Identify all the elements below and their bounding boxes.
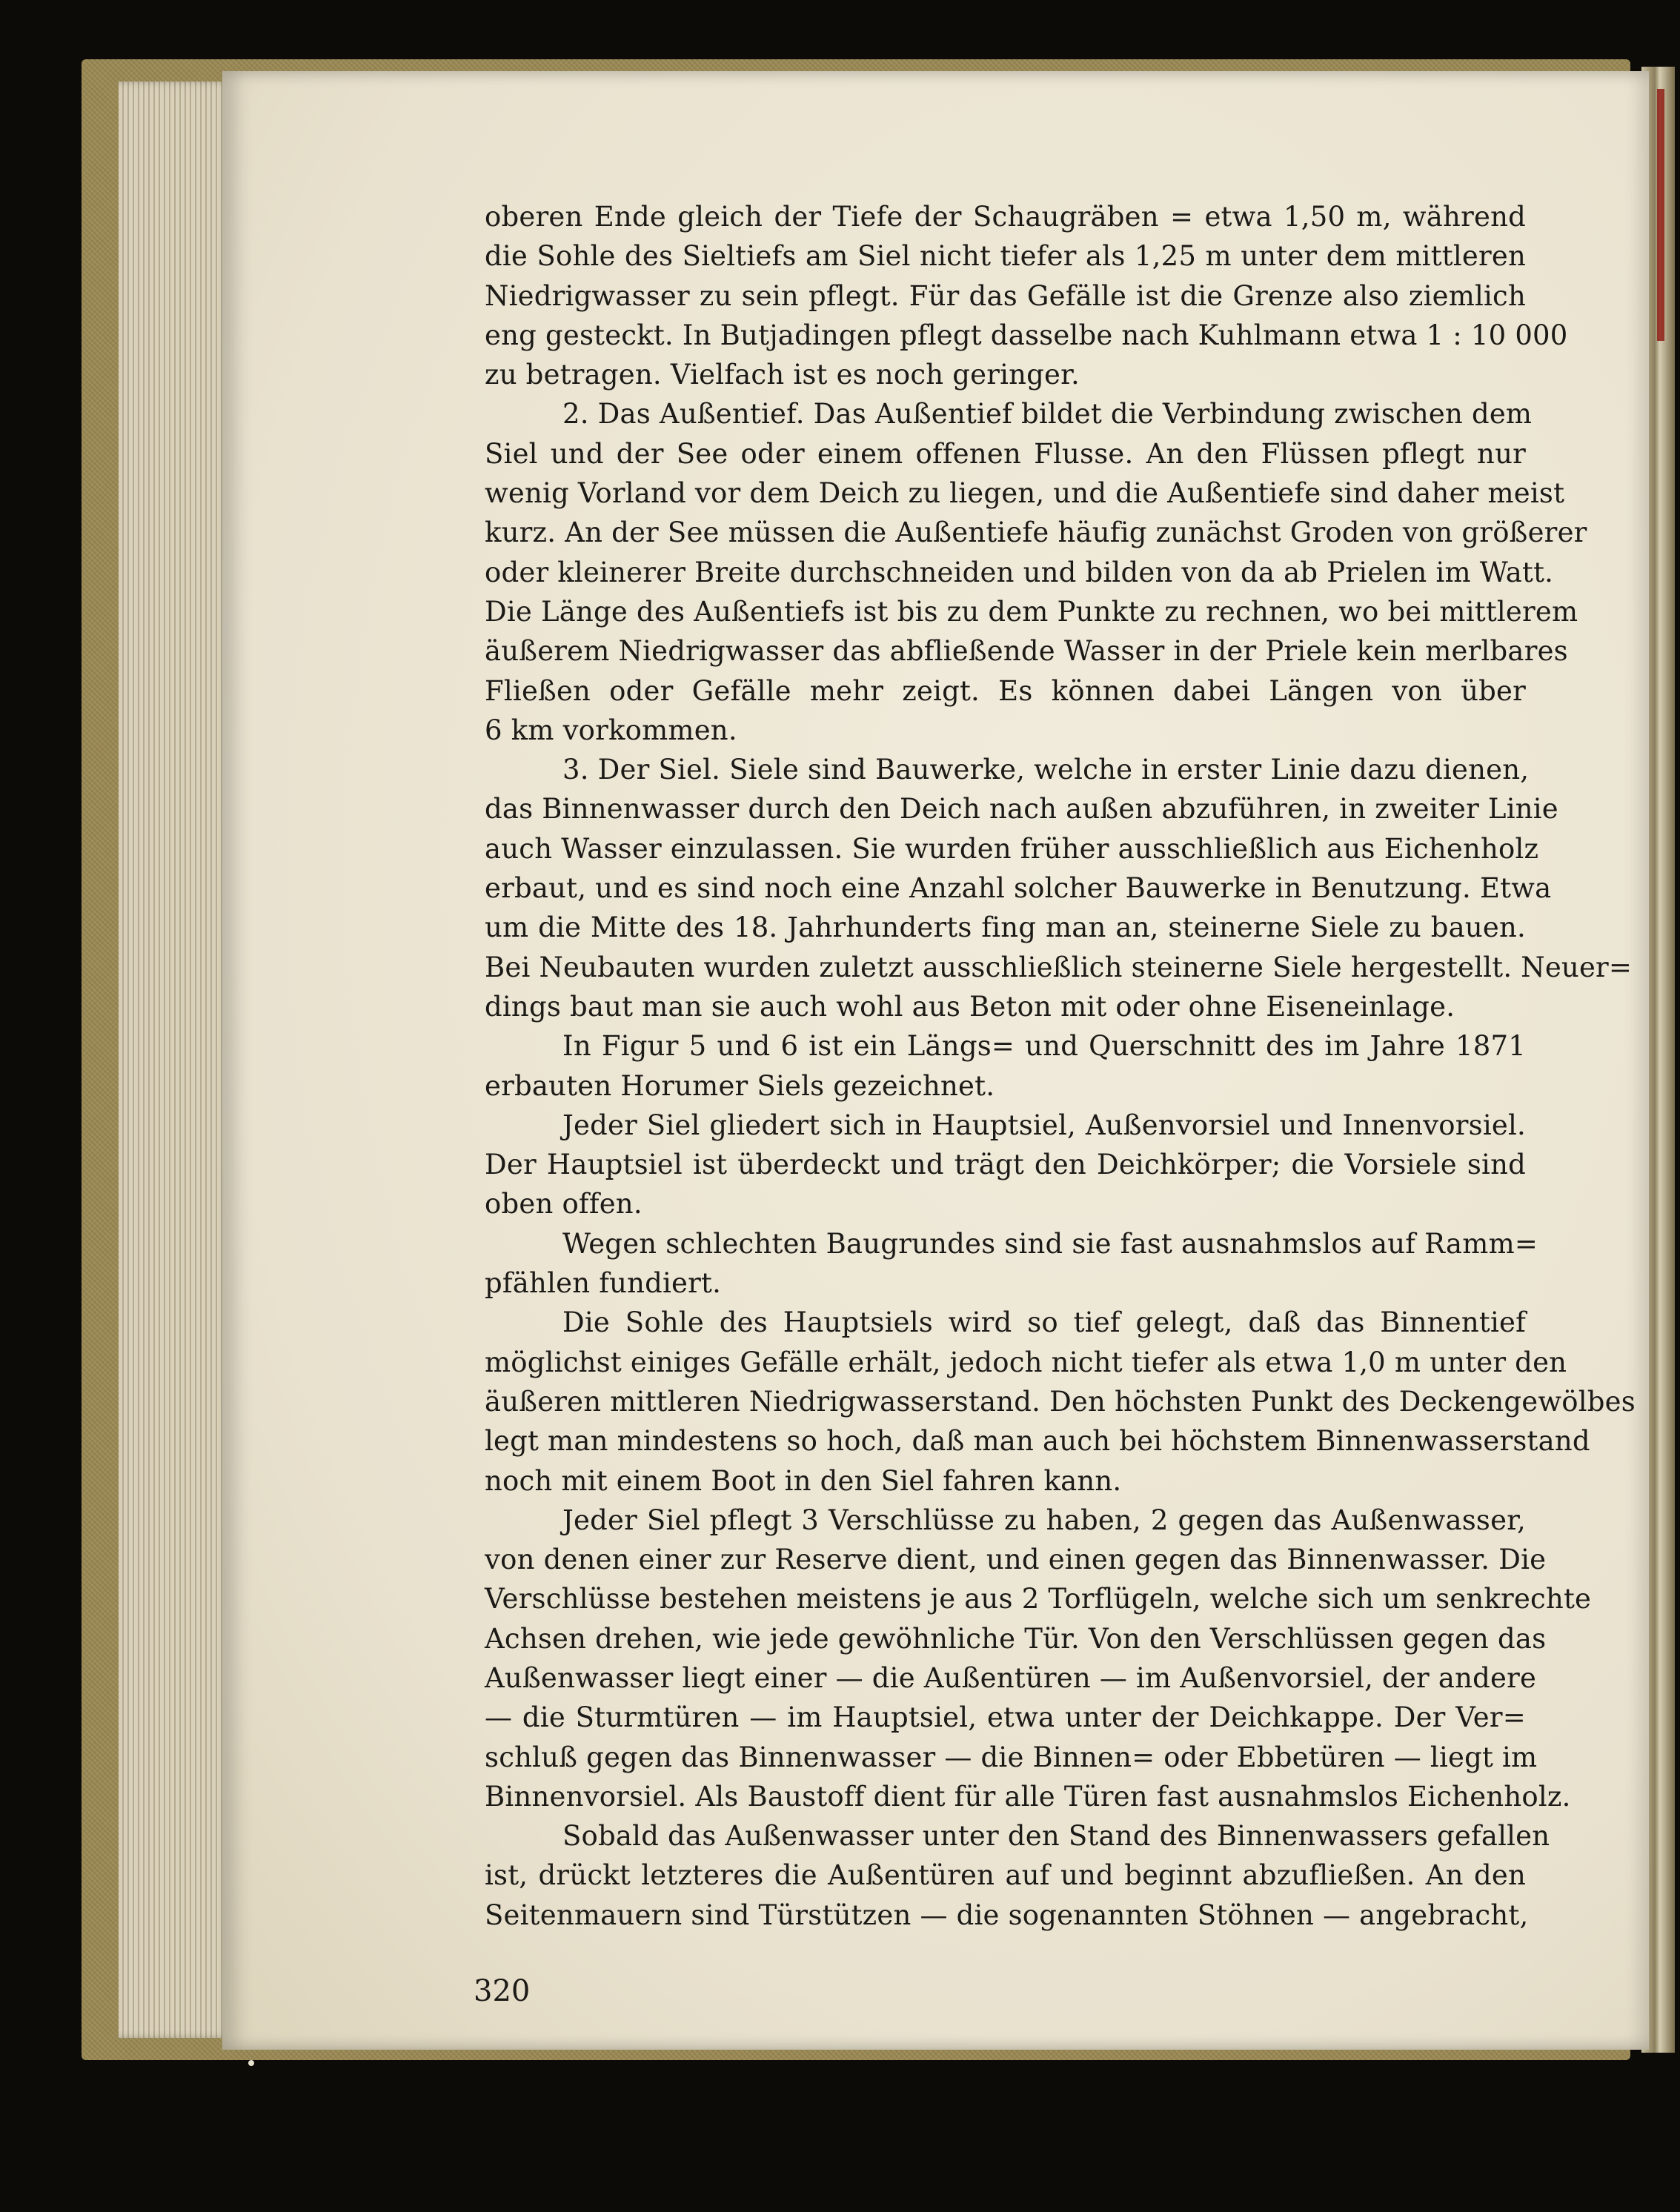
text-line: erbauten Horumer Siels gezeichnet. [485, 1069, 995, 1102]
text-line: äußerem Niedrigwasser das abfließende Wasser in der Priele kein merlbares [485, 635, 1568, 668]
text-line: Fließen oder Gefälle mehr zeigt. Es können dabei Längen von über [485, 674, 1526, 707]
page-number: 320 [474, 1974, 531, 2008]
text-line: Wegen schlechten Baugrundes sind sie fast ausnahmslos auf Ramm= [562, 1227, 1538, 1260]
body-text [485, 197, 1636, 1935]
text-line: Bei Neubauten wurden zuletzt ausschließlich steinerne Siele hergestellt. Neuer= [485, 951, 1633, 983]
text-line: äußeren mittleren Niedrigwasserstand. Den höchsten Punkt des Deckengewölbes [485, 1385, 1636, 1418]
text-line: auch Wasser einzulassen. Sie wurden früher ausschließlich aus Eichenholz [485, 832, 1539, 865]
text-line: Jeder Siel gliedert sich in Hauptsiel, Außenvorsiel und Innenvorsiel. [562, 1109, 1526, 1141]
speck [248, 2060, 254, 2066]
text-line: Die Sohle des Hauptsiels wird so tief gelegt, daß das Binnentief [562, 1306, 1526, 1339]
text-line: pfählen fundiert. [485, 1267, 722, 1300]
page-edges [119, 82, 230, 2038]
text-line: wenig Vorland vor dem Deich zu liegen, und die Außentiefe sind daher meist [485, 477, 1565, 510]
section-heading-line: 2. Das Außentief. Das Außentief bildet die Verbindung zwischen dem [562, 398, 1533, 431]
text-line: Die Länge des Außentiefs ist bis zu dem Punkte zu rechnen, wo bei mittlerem [485, 595, 1578, 628]
text-line: Siel und der See oder einem offenen Flusse. An den Flüssen pflegt nur [485, 437, 1526, 470]
text-line: dings baut man sie auch wohl aus Beton mit oder ohne Eiseneinlage. [485, 990, 1455, 1023]
text-line: oder kleinerer Breite durchschneiden und bilden von da ab Prielen im Watt. [485, 556, 1554, 588]
text-line: — die Sturmtüren — im Hauptsiel, etwa unter der Deichkappe. Der Ver= [485, 1701, 1526, 1734]
text-line: Seitenmauern sind Türstützen — die sogenannten Stöhnen — angebracht, [485, 1899, 1529, 1931]
text-line: schluß gegen das Binnenwasser — die Binnen= oder Ebbetüren — liegt im [485, 1741, 1538, 1773]
book-page [222, 71, 1649, 2050]
text-line: Achsen drehen, wie jede gewöhnliche Tür. Von den Verschlüssen gegen das [485, 1622, 1547, 1655]
text-line: Der Hauptsiel ist überdeckt und trägt den Deichkörper; die Vorsiele sind [485, 1149, 1526, 1181]
text-line: Jeder Siel pflegt 3 Verschlüsse zu haben, 2 gegen das Außenwasser, [562, 1504, 1526, 1536]
text-line: In Figur 5 und 6 ist ein Längs= und Querschnitt des im Jahre 1871 [562, 1030, 1526, 1063]
red-bookmark-strip [1657, 89, 1664, 341]
text-line: von denen einer zur Reserve dient, und einen gegen das Binnenwasser. Die [485, 1544, 1547, 1576]
text-line: oberen Ende gleich der Tiefe der Schaugräben = etwa 1,50 m, während [485, 201, 1526, 233]
text-line: legt man mindestens so hoch, daß man auch bei höchstem Binnenwasserstand [485, 1425, 1590, 1458]
text-line: oben offen. [485, 1188, 643, 1220]
text-line: noch mit einem Boot in den Siel fahren kann. [485, 1464, 1122, 1497]
text-line: kurz. An der See müssen die Außentiefe häufig zunächst Groden von größerer [485, 517, 1587, 549]
text-line: Niedrigwasser zu sein pflegt. Für das Gefälle ist die Grenze also ziemlich [485, 279, 1526, 312]
text-line: eng gesteckt. In Butjadingen pflegt dasselbe nach Kuhlmann etwa 1 : 10 000 [485, 319, 1568, 351]
text-line: ist, drückt letzteres die Außentüren auf und beginnt abzufließen. An den [485, 1859, 1526, 1892]
text-line: das Binnenwasser durch den Deich nach außen abzuführen, in zweiter Linie [485, 793, 1558, 826]
text-line: zu betragen. Vielfach ist es noch geringer. [485, 359, 1080, 391]
text-line: möglichst einiges Gefälle erhält, jedoch nicht tiefer als etwa 1,0 m unter den [485, 1346, 1567, 1378]
text-line: Außenwasser liegt einer — die Außentüren — im Außenvorsiel, der andere [485, 1661, 1537, 1694]
text-line: die Sohle des Sieltiefs am Siel nicht tiefer als 1,25 m unter dem mittleren [485, 240, 1526, 273]
text-line: um die Mitte des 18. Jahrhunderts fing man an, steinerne Siele zu bauen. [485, 911, 1526, 944]
text-line: 6 km vorkommen. [485, 714, 737, 746]
text-line: Binnenvorsiel. Als Baustoff dient für alle Türen fast ausnahmslos Eichenholz. [485, 1780, 1571, 1813]
text-line: Sobald das Außenwasser unter den Stand des Binnenwassers gefallen [562, 1820, 1550, 1853]
section-heading-line: 3. Der Siel. Siele sind Bauwerke, welche in erster Linie dazu dienen, [562, 754, 1530, 786]
text-line: Verschlüsse bestehen meistens je aus 2 Torflügeln, welche sich um senkrechte [485, 1583, 1592, 1615]
text-line: erbaut, und es sind noch eine Anzahl solcher Bauwerke in Benutzung. Etwa [485, 872, 1552, 905]
